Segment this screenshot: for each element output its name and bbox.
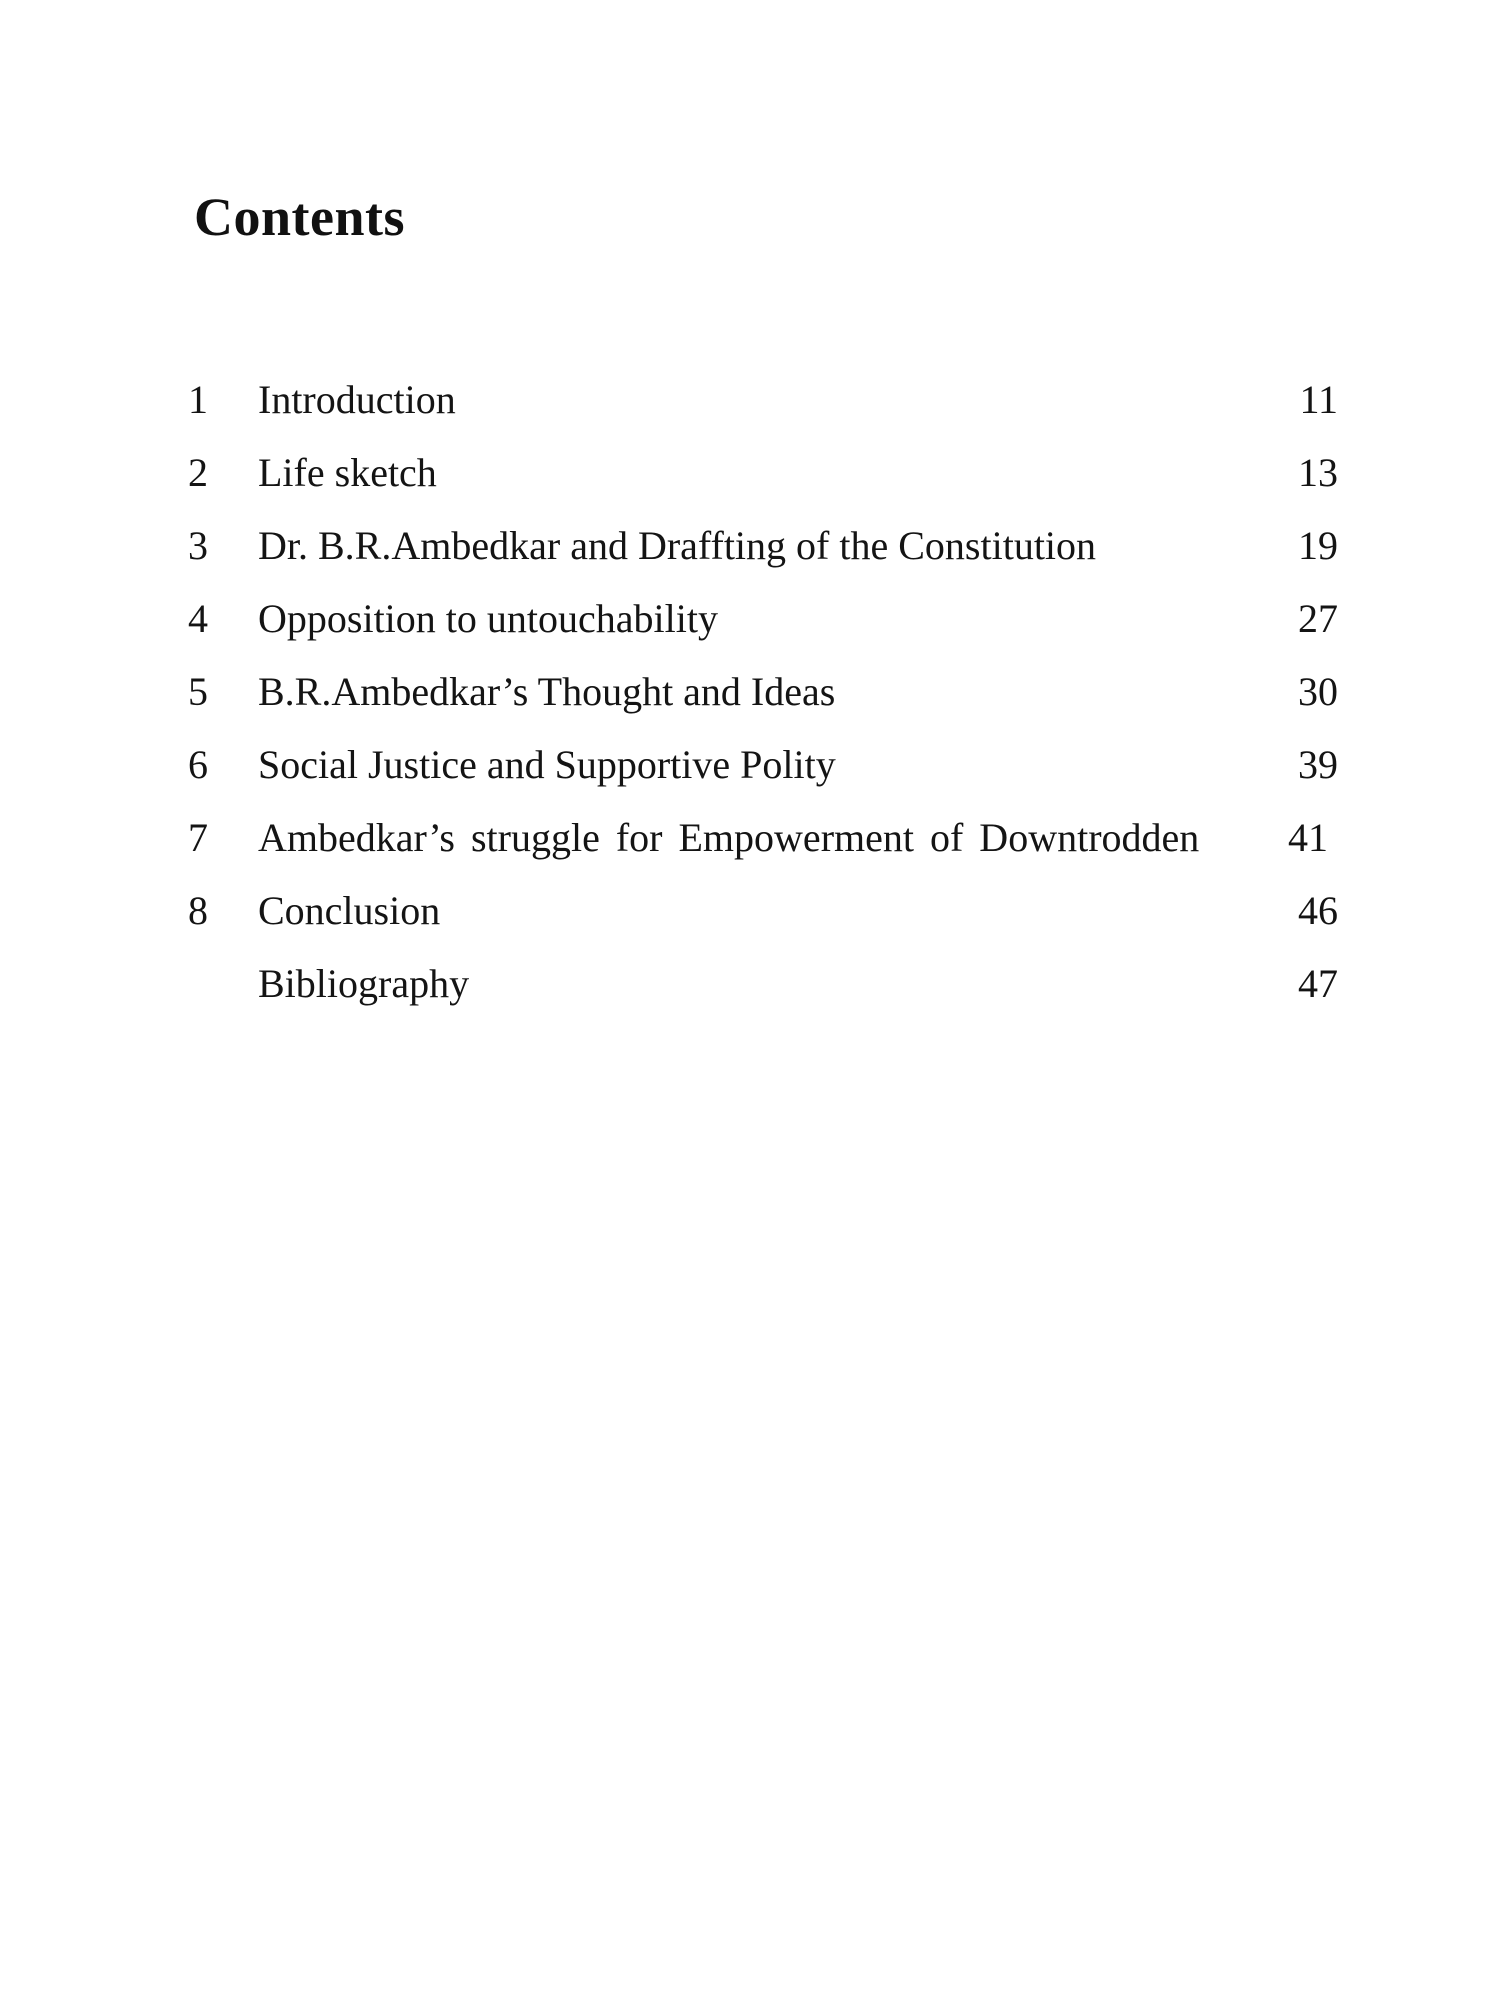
toc-entry-number: 2 [188, 450, 208, 495]
toc-entry-title: Life sketch [258, 450, 437, 495]
toc-entry-empowerment-struggle [188, 812, 1338, 885]
toc-entry-number: 5 [188, 669, 208, 714]
toc-entry-number: 4 [188, 596, 208, 641]
toc-entry-title: Opposition to untouchability [258, 596, 718, 641]
toc-entry-thought-ideas [188, 666, 1338, 739]
toc-entry-page: 47 [1298, 961, 1338, 1006]
toc-entry-bibliography [188, 958, 1338, 1031]
toc-entry-title: Social Justice and Supportive Polity [258, 742, 836, 787]
table-of-contents [188, 374, 1338, 1031]
toc-entry-introduction [188, 374, 1338, 447]
toc-entry-opposition-untouchability [188, 593, 1338, 666]
toc-entry-number: 1 [188, 377, 208, 422]
toc-entry-page: 11 [1299, 377, 1338, 422]
toc-entry-title: B.R.Ambedkar’s Thought and Ideas [258, 669, 836, 714]
toc-entry-title: Dr. B.R.Ambedkar and Draffting of the Constitution [258, 523, 1097, 568]
toc-entry-number: 7 [188, 815, 208, 860]
toc-entry-drafting-constitution [188, 520, 1338, 593]
toc-entry-page: 13 [1298, 450, 1338, 495]
toc-entry-number: 3 [188, 523, 208, 568]
toc-entry-page: 27 [1298, 596, 1338, 641]
toc-entry-title: Ambedkar’s struggle for Empowerment of Downtrodden [258, 815, 1200, 860]
toc-entry-social-justice [188, 739, 1338, 812]
toc-entry-title: Conclusion [258, 888, 441, 933]
toc-entry-title: Bibliography [258, 961, 470, 1006]
toc-entry-page: 19 [1298, 523, 1338, 568]
toc-entry-title: Introduction [258, 377, 456, 422]
toc-entry-number: 6 [188, 742, 208, 787]
toc-entry-page: 30 [1298, 669, 1338, 714]
toc-entry-life-sketch [188, 447, 1338, 520]
toc-entry-page: 39 [1298, 742, 1338, 787]
toc-entry-page: 41 [1288, 815, 1328, 860]
toc-entry-number: 8 [188, 888, 208, 933]
contents-heading: Contents [194, 187, 406, 247]
toc-entry-conclusion [188, 885, 1338, 958]
toc-entry-page: 46 [1298, 888, 1338, 933]
